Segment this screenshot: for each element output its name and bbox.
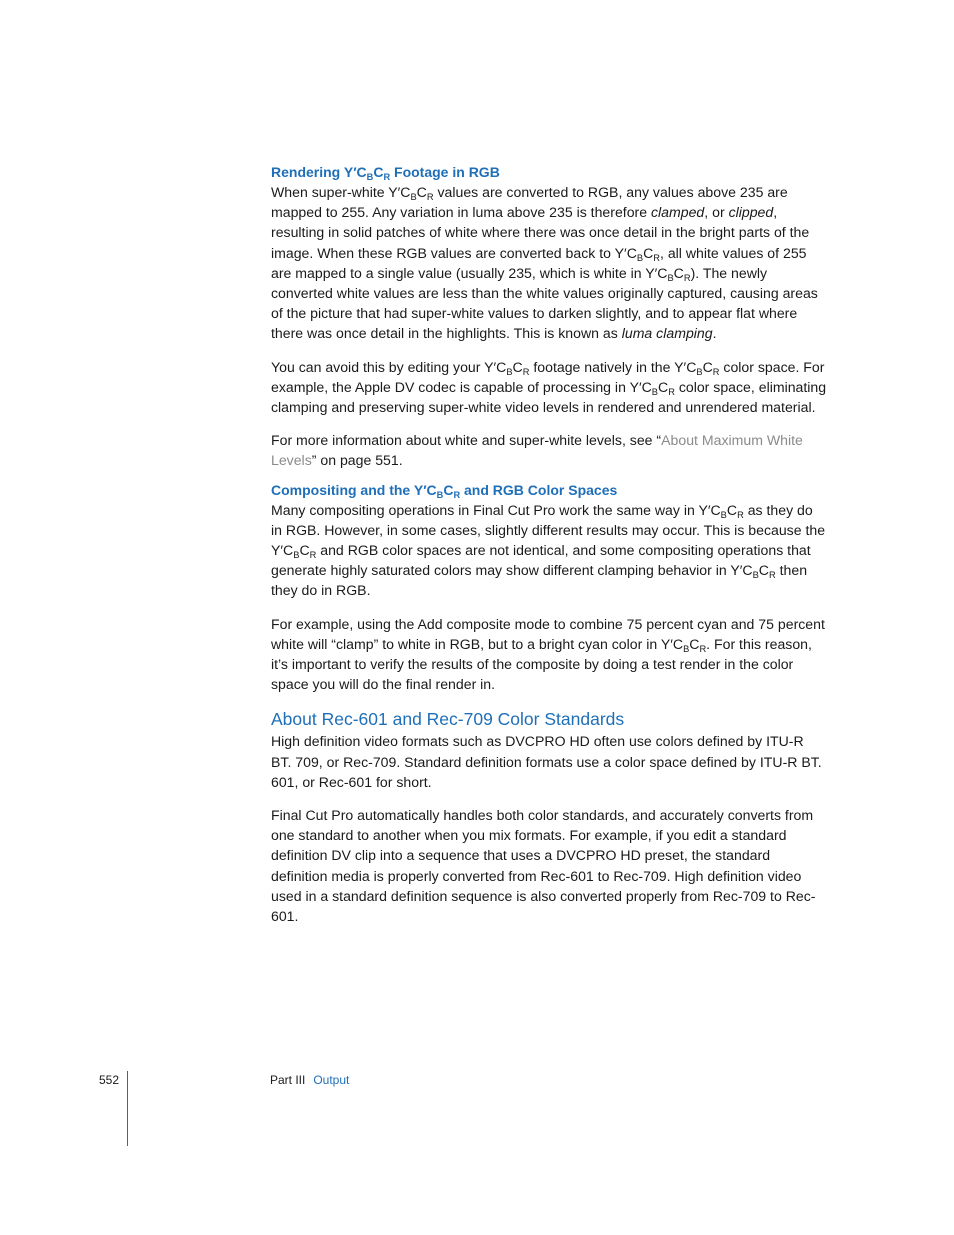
paragraph-hd-sd-formats: High definition video formats such as DVCPRO HD often use colors defined by ITU-R BT. 709, or Rec-709. Standard definition formats use a color space defined by ITU-R BT. 601, or Rec-601 for short.: [271, 733, 822, 790]
paragraph-super-white-clamping: When super-white $Y'C_BC_R$ values are converted to RGB, any values above 235 are mapped to 255. Any variation in luma above 235 is therefore clamped, or clipped, resulting in solid patches of white where there was once detail in the bright parts of the image. When these RGB values are converted back to $Y'C_BC_R$, all white values of 255 are mapped to a single value (usually 235, which is white in $Y'C_BC_R$). The newly converted white values are less than the white values originally captured, causing areas of the picture that had super-white values to darken slightly, and to appear flat where there was once detail in the highlights. This is known as luma clamping.: [271, 184, 818, 342]
heading-rendering-ycbcr: Rendering $Y'C_BC_R$ Footage in RGB: [271, 164, 500, 182]
heading-rec601-rec709: About Rec-601 and Rec-709 Color Standards: [271, 709, 625, 730]
paragraph-more-information: For more information about white and super-white levels, see “About Maximum White Levels” on page 551.: [271, 432, 803, 469]
paragraph-add-composite-example: For example, using the Add composite mode to combine 75 percent cyan and 75 percent white will “clamp” to white in RGB, but to a bright cyan color in $Y'C_BC_R$. For this reason, it’s important to verify the results of the composite by doing a test render in the color space you will do the final render in.: [271, 615, 825, 693]
footer-divider: [127, 1071, 128, 1146]
page-content: [271, 162, 827, 939]
footer-part-label: [270, 1072, 349, 1088]
footer-chapter-link[interactable]: Output: [313, 1073, 350, 1087]
footer-part: Part III: [270, 1073, 306, 1087]
heading-compositing-color-spaces: Compositing and the $Y'C_BC_R$ and RGB Color Spaces: [271, 481, 618, 500]
paragraph-avoid-clamping: You can avoid this by editing your $Y'C_BC_R$ footage natively in the $Y'C_BC_R$ color space. For example, the Apple DV codec is capable of processing in $Y'C_BC_R$ color space, eliminating clamping and preserving super-white video levels in rendered and unrendered material.: [271, 358, 827, 416]
page-number: 552: [99, 1073, 120, 1087]
paragraph-compositing-operations: Many compositing operations in Final Cut Pro work the same way in $Y'C_BC_R$ as they do in RGB. However, in some cases, slightly different results may occur. This is because the $Y'C_BC_R$ and RGB color spaces are not identical, and some compositing operations that generate highly saturated colors may show different clamping behavior in $Y'C_BC_R$ then they do in RGB.: [271, 501, 826, 599]
paragraph-automatic-conversion: Final Cut Pro automatically handles both color standards, and accurately converts from one standard to another when you mix formats. For example, if you edit a standard definition DV clip into a sequence that uses a DVCPRO HD preset, the standard definition media is properly converted from Rec-601 to Rec-709. High definition video used in a standard definition sequence is also converted properly from Rec-709 to Rec-601.: [271, 807, 816, 925]
link-about-maximum-white-levels[interactable]: About Maximum White Levels: [271, 432, 803, 469]
